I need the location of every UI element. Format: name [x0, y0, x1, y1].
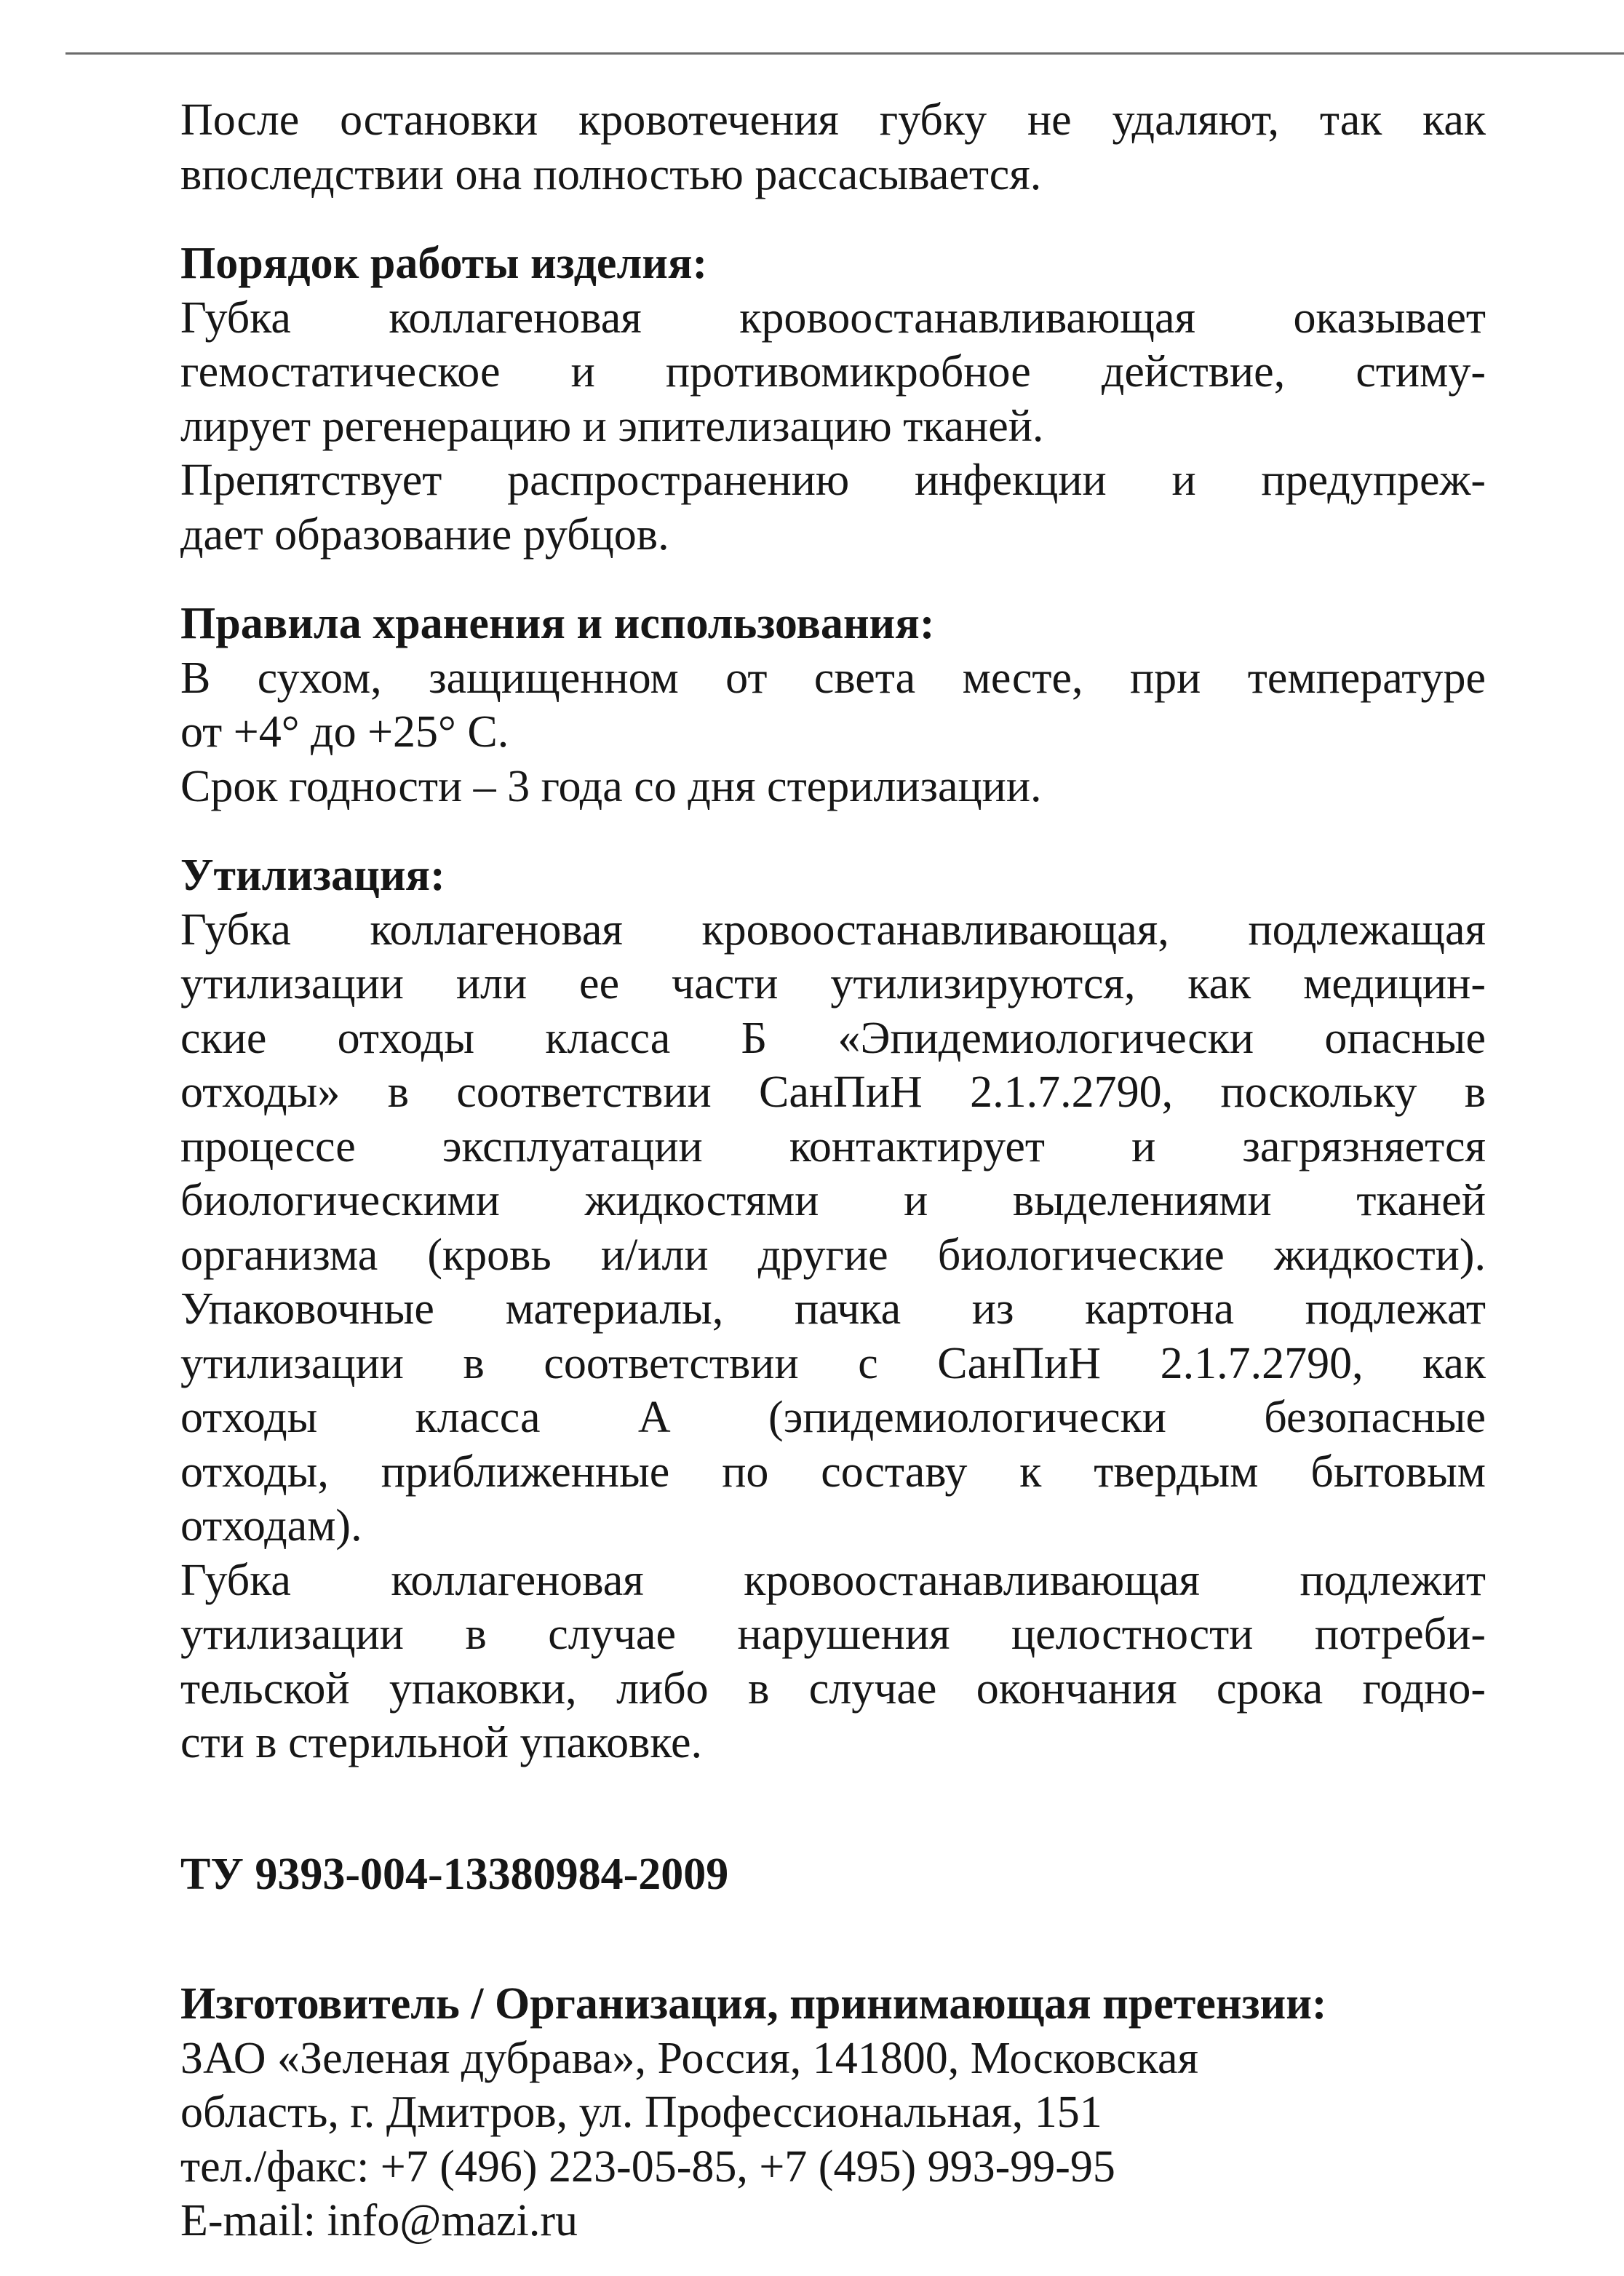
manufacturer-heading: Изготовитель / Организация, принимающая претензии: — [180, 1979, 1327, 2029]
manufacturer-section — [180, 1977, 1486, 2248]
storage-line: Срок годности – 3 года со дня стерилизации. — [180, 761, 1042, 811]
disposal-line: Губка коллагеновая кровоостанавливающая, подлежащая — [180, 904, 1486, 955]
disposal-line: утилизации или ее части утилизируются, как медицин- — [180, 959, 1486, 1008]
instruction-page — [180, 93, 1486, 2248]
top-divider-line — [65, 52, 1624, 55]
disposal-line: отходы класса А (эпидемиологически безопасные — [180, 1393, 1486, 1442]
storage-heading: Правила хранения и использования: — [180, 599, 935, 648]
operation-line: дает образование рубцов. — [180, 509, 669, 560]
operation-line: лирует регенерацию и эпителизацию тканей. — [180, 401, 1044, 451]
disposal-line: тельской упаковки, либо в случае окончания срока годно- — [180, 1663, 1486, 1714]
disposal-line: отходы, приближенные по составу к твердым бытовым — [180, 1447, 1486, 1497]
disposal-line: утилизации в случае нарушения целостности потреби- — [180, 1609, 1486, 1659]
disposal-line: ские отходы класса Б «Эпидемиологически опасные — [180, 1013, 1486, 1063]
disposal-line: утилизации в соответствии с СанПиН 2.1.7.2790, как — [180, 1338, 1486, 1388]
intro-paragraph — [180, 93, 1486, 202]
disposal-line: Губка коллагеновая кровоостанавливающая подлежит — [180, 1555, 1486, 1605]
manufacturer-line: тел./факс: +7 (496) 223-05-85, +7 (495) 993-99-95 — [180, 2141, 1115, 2192]
storage-line: от +4° до +25° С. — [180, 707, 509, 757]
storage-line: В сухом, защищенном от света месте, при температуре — [180, 653, 1486, 703]
operation-line: гемостатическое и противомикробное действие, стиму- — [180, 347, 1486, 397]
disposal-line: отходам). — [180, 1501, 362, 1551]
disposal-section — [180, 848, 1486, 1770]
manufacturer-line: область, г. Дмитров, ул. Профессиональная, 151 — [180, 2088, 1102, 2137]
disposal-heading: Утилизация: — [180, 851, 445, 900]
manufacturer-line: ЗАО «Зеленая дубрава», Россия, 141800, Московская — [180, 2033, 1199, 2083]
operation-line: Препятствует распространению инфекции и предупреж- — [180, 455, 1486, 505]
storage-section — [180, 597, 1486, 813]
operation-line: Губка коллагеновая кровоостанавливающая оказывает — [180, 293, 1486, 343]
standard-section — [180, 1847, 1486, 1902]
disposal-line: организма (кровь и/или другие биологические жидкости). — [180, 1230, 1486, 1280]
intro-line: После остановки кровотечения губку не удаляют, так как — [180, 95, 1486, 145]
standard-code: ТУ 9393-004-13380984-2009 — [180, 1849, 729, 1899]
operation-section — [180, 236, 1486, 562]
disposal-line: биологическими жидкостями и выделениями тканей — [180, 1176, 1486, 1225]
operation-heading: Порядок работы изделия: — [180, 239, 708, 288]
intro-line: впоследствии она полностью рассасывается. — [180, 149, 1042, 199]
disposal-line: отходы» в соответствии СанПиН 2.1.7.2790, поскольку в — [180, 1067, 1486, 1117]
disposal-line: процессе эксплуатации контактирует и загрязняется — [180, 1121, 1486, 1171]
disposal-line: сти в стерильной упаковке. — [180, 1718, 702, 1767]
disposal-line: Упаковочные материалы, пачка из картона подлежат — [180, 1284, 1486, 1334]
manufacturer-email: E-mail: info@mazi.ru — [180, 2196, 578, 2245]
